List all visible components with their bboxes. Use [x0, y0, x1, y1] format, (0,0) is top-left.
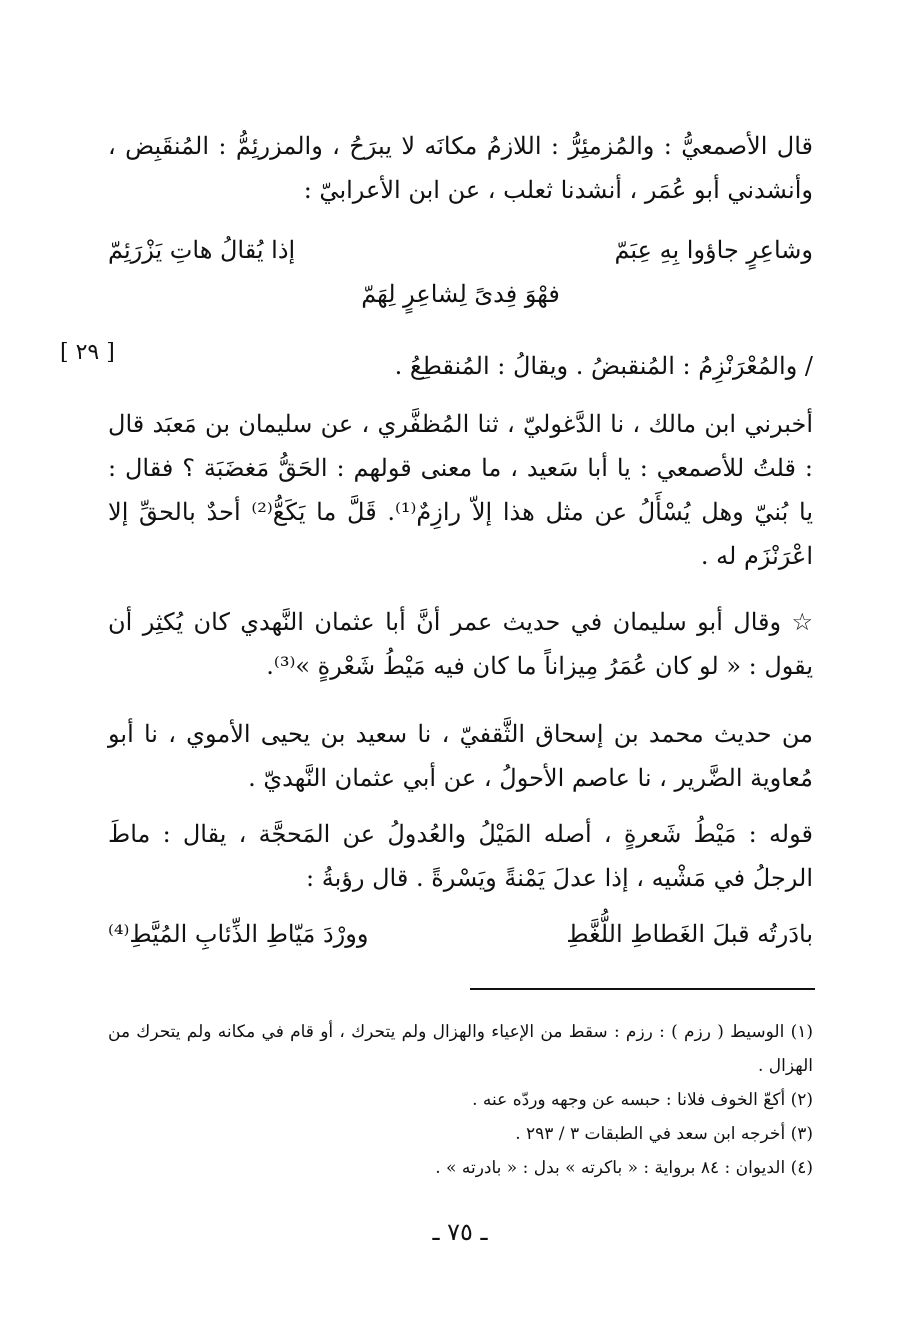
footnotes	[108, 1015, 813, 1185]
footnote-1: (١) الوسيط ( رزم ) : رزم : سقط من الإعياء والهزال ولم يتحرك ، أو قام في مكانه ولم يتحرك من الهزال .	[108, 1022, 813, 1076]
verse-one	[108, 228, 813, 316]
hadith-paragraph	[108, 600, 813, 688]
verse-two	[108, 912, 813, 956]
verse-one-second-line: فهْوَ فِدىً لِشاعِرٍ لِهَمّ	[361, 280, 560, 308]
verse-two-line	[108, 912, 813, 956]
footnote-4: (٤) الديوان : ٨٤ برواية : « باكرته » بدل : « بادرته » .	[435, 1158, 813, 1178]
footnote-2: (٢) أكعّ الخوف فلانا : حبسه عن وجهه وردّه عنه .	[472, 1090, 813, 1110]
verse-one-line	[108, 228, 813, 272]
verse-two-right-hemistich: بادَرتُه قبلَ الغَطاطِ اللُّغَّطِ	[566, 920, 813, 948]
footnote-separator	[470, 988, 815, 990]
explanation-text: قوله : مَيْطُ شَعرةٍ ، أصله المَيْلُ والعُدولُ عن المَحجَّة ، يقال : ماطَ الرجلُ في مَشْيه ، إذا عدلَ يَمْنةً ويَسْرةً . قال رؤبةُ :	[108, 820, 813, 892]
verse-two-left-hemistich: وورْدَ مَيّاطِ الذِّئابِ المُيَّطِ⁽⁴⁾	[108, 920, 369, 948]
verse-one-left-hemistich: إذا يُقالُ هاتِ يَزْرَئِمّ	[108, 236, 296, 264]
page-number: ـ ٧٥ ـ	[432, 1218, 488, 1246]
chain-paragraph	[108, 712, 813, 800]
marker-line: / والمُعْرَنْزِمُ : المُنقبضُ . ويقالُ : المُنقطِعُ .	[394, 352, 813, 380]
marker-paragraph	[108, 344, 813, 388]
intro-paragraph	[108, 124, 813, 212]
explanation-paragraph	[108, 812, 813, 900]
isnad-paragraph	[108, 402, 813, 578]
intro-text: قال الأصمعيُّ : والمُزمئِرُّ : اللازمُ مكانَه لا يبرَحُ ، والمزرئِمُّ : المُنقَبِض ، وأنشدني أبو عُمَر ، أنشدنا ثعلب ، عن ابن الأعرابيّ :	[108, 132, 813, 204]
footnote-3: (٣) أخرجه ابن سعد في الطبقات ٣ / ٢٩٣ .	[515, 1124, 813, 1144]
margin-reference-number: [ ٢٩ ]	[60, 340, 115, 365]
verse-one-right-hemistich: وشاعِرٍ جاؤوا بِهِ عِبَمّ	[614, 236, 813, 264]
chain-text: من حديث محمد بن إسحاق الثَّقفيّ ، نا سعيد بن يحيى الأموي ، نا أبو مُعاوية الضَّرير ، نا عاصم الأحولُ ، عن أبي عثمان النَّهديّ .	[108, 720, 813, 792]
hadith-text: ☆ وقال أبو سليمان في حديث عمر أنَّ أبا عثمان النَّهدي كان يُكثِر أن يقول : « لو كان عُمَرُ مِيزاناً ما كان فيه مَيْطُ شَعْرةٍ »⁽³⁾.	[108, 608, 813, 680]
isnad-text: أخبرني ابن مالك ، نا الدَّغوليّ ، ثنا المُظفَّري ، عن سليمان بن مَعبَد قال : قلتُ للأصمعي : يا أبا سَعيد ، ما معنى قولهم : الحَقُّ مَغضَبَة ؟ فقال : يا بُنيّ وهل يُسْأَلُ عن مثل هذا إلاّ رازِمٌ⁽¹⁾. قَلَّ ما يَكَعُّ⁽²⁾ أحدٌ بالحقِّ إلا اعْرَنْزَم له .	[108, 410, 814, 570]
